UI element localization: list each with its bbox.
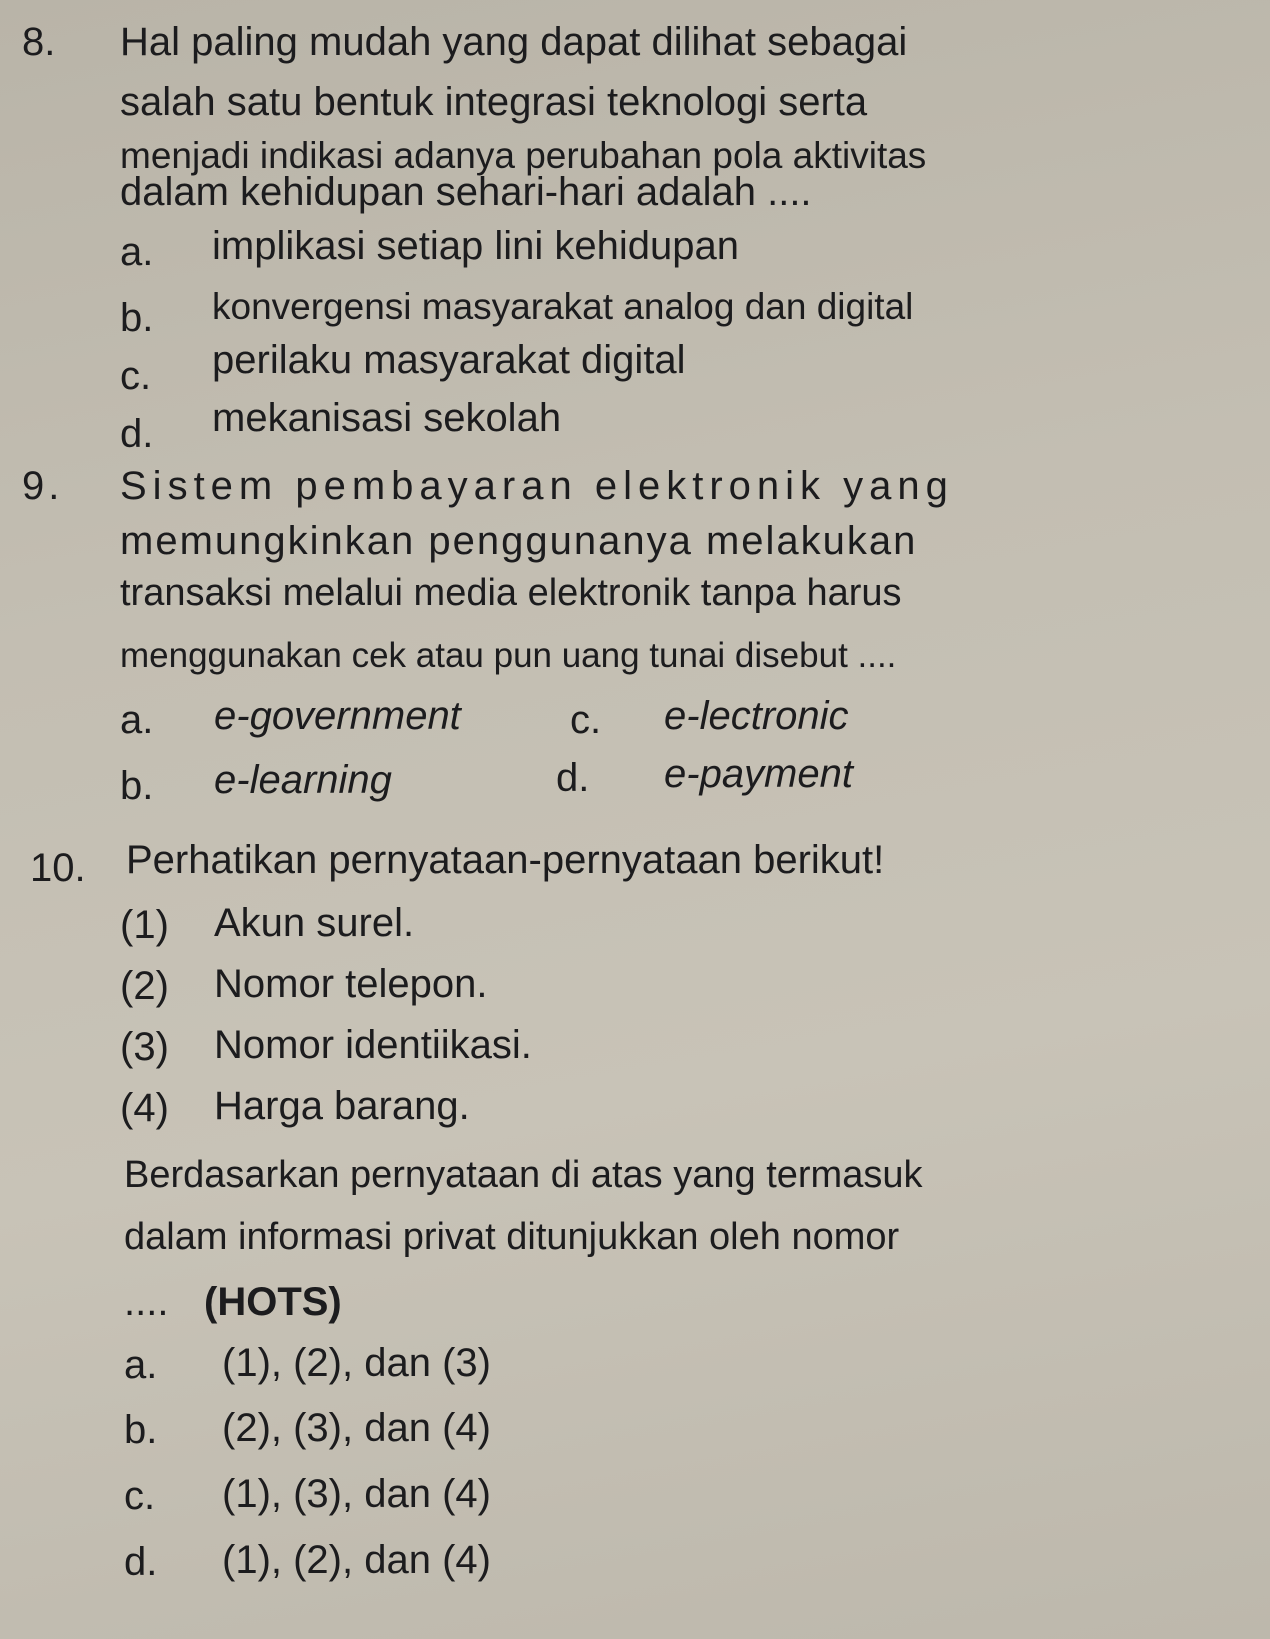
option-letter: b. <box>120 764 154 808</box>
option-letter: b. <box>124 1408 158 1452</box>
question-text-line: memungkinkan penggunanya melakukan <box>120 519 918 563</box>
question-text-line: Perhatikan pernyataan-pernyataan berikut! <box>126 838 885 882</box>
option-text: mekanisasi sekolah <box>212 396 562 440</box>
statement-label: (3) <box>120 1025 169 1069</box>
question-number: 10. <box>30 846 86 890</box>
option-letter: c. <box>120 354 152 398</box>
option-text: e-payment <box>664 752 853 796</box>
option-text: e-lectronic <box>664 694 849 738</box>
question-text-line: Hal paling mudah yang dapat dilihat sebagai <box>120 20 908 64</box>
option-letter: d. <box>124 1540 158 1584</box>
option-text: (1), (2), dan (3) <box>222 1341 491 1385</box>
statement-text: Nomor telepon. <box>214 962 488 1006</box>
hots-label: (HOTS) <box>204 1280 342 1324</box>
question-text-line: menggunakan cek atau pun uang tunai disebut .... <box>120 636 897 675</box>
question-number: 9. <box>22 464 64 508</box>
question-prompt-line: Berdasarkan pernyataan di atas yang termasuk <box>124 1154 923 1196</box>
option-letter: b. <box>120 296 154 340</box>
option-letter: a. <box>120 698 154 742</box>
statement-text: Akun surel. <box>214 901 415 945</box>
question-number: 8. <box>22 20 56 64</box>
option-letter: c. <box>124 1474 156 1518</box>
question-prompt-line: dalam informasi privat ditunjukkan oleh nomor <box>124 1216 900 1258</box>
option-text: (1), (2), dan (4) <box>222 1538 491 1582</box>
statement-label: (2) <box>120 964 169 1008</box>
question-text-line: transaksi melalui media elektronik tanpa harus <box>120 572 902 614</box>
statement-text: Nomor identiikasi. <box>214 1023 532 1067</box>
question-text-line: Sistem pembayaran elektronik yang <box>120 464 954 508</box>
option-letter: a. <box>124 1343 158 1387</box>
option-text: e-government <box>214 694 461 738</box>
option-text: perilaku masyarakat digital <box>212 338 686 382</box>
option-text: konvergensi masyarakat analog dan digital <box>212 286 914 327</box>
option-letter: d. <box>556 756 590 800</box>
option-letter: c. <box>570 698 602 742</box>
option-text: (1), (3), dan (4) <box>222 1472 491 1516</box>
statement-label: (1) <box>120 903 169 947</box>
option-text: e-learning <box>214 758 392 802</box>
statement-label: (4) <box>120 1086 169 1130</box>
option-text: implikasi setiap lini kehidupan <box>212 224 739 268</box>
question-text-line: salah satu bentuk integrasi teknologi serta <box>120 80 868 124</box>
question-text-line: dalam kehidupan sehari-hari adalah .... <box>120 170 812 214</box>
option-letter: a. <box>120 230 154 274</box>
option-letter: d. <box>120 412 154 456</box>
question-text-line: menjadi indikasi adanya perubahan pola aktivitas <box>120 135 927 176</box>
statement-text: Harga barang. <box>214 1084 470 1128</box>
question-prompt-end: .... <box>124 1280 169 1324</box>
option-text: (2), (3), dan (4) <box>222 1406 491 1450</box>
